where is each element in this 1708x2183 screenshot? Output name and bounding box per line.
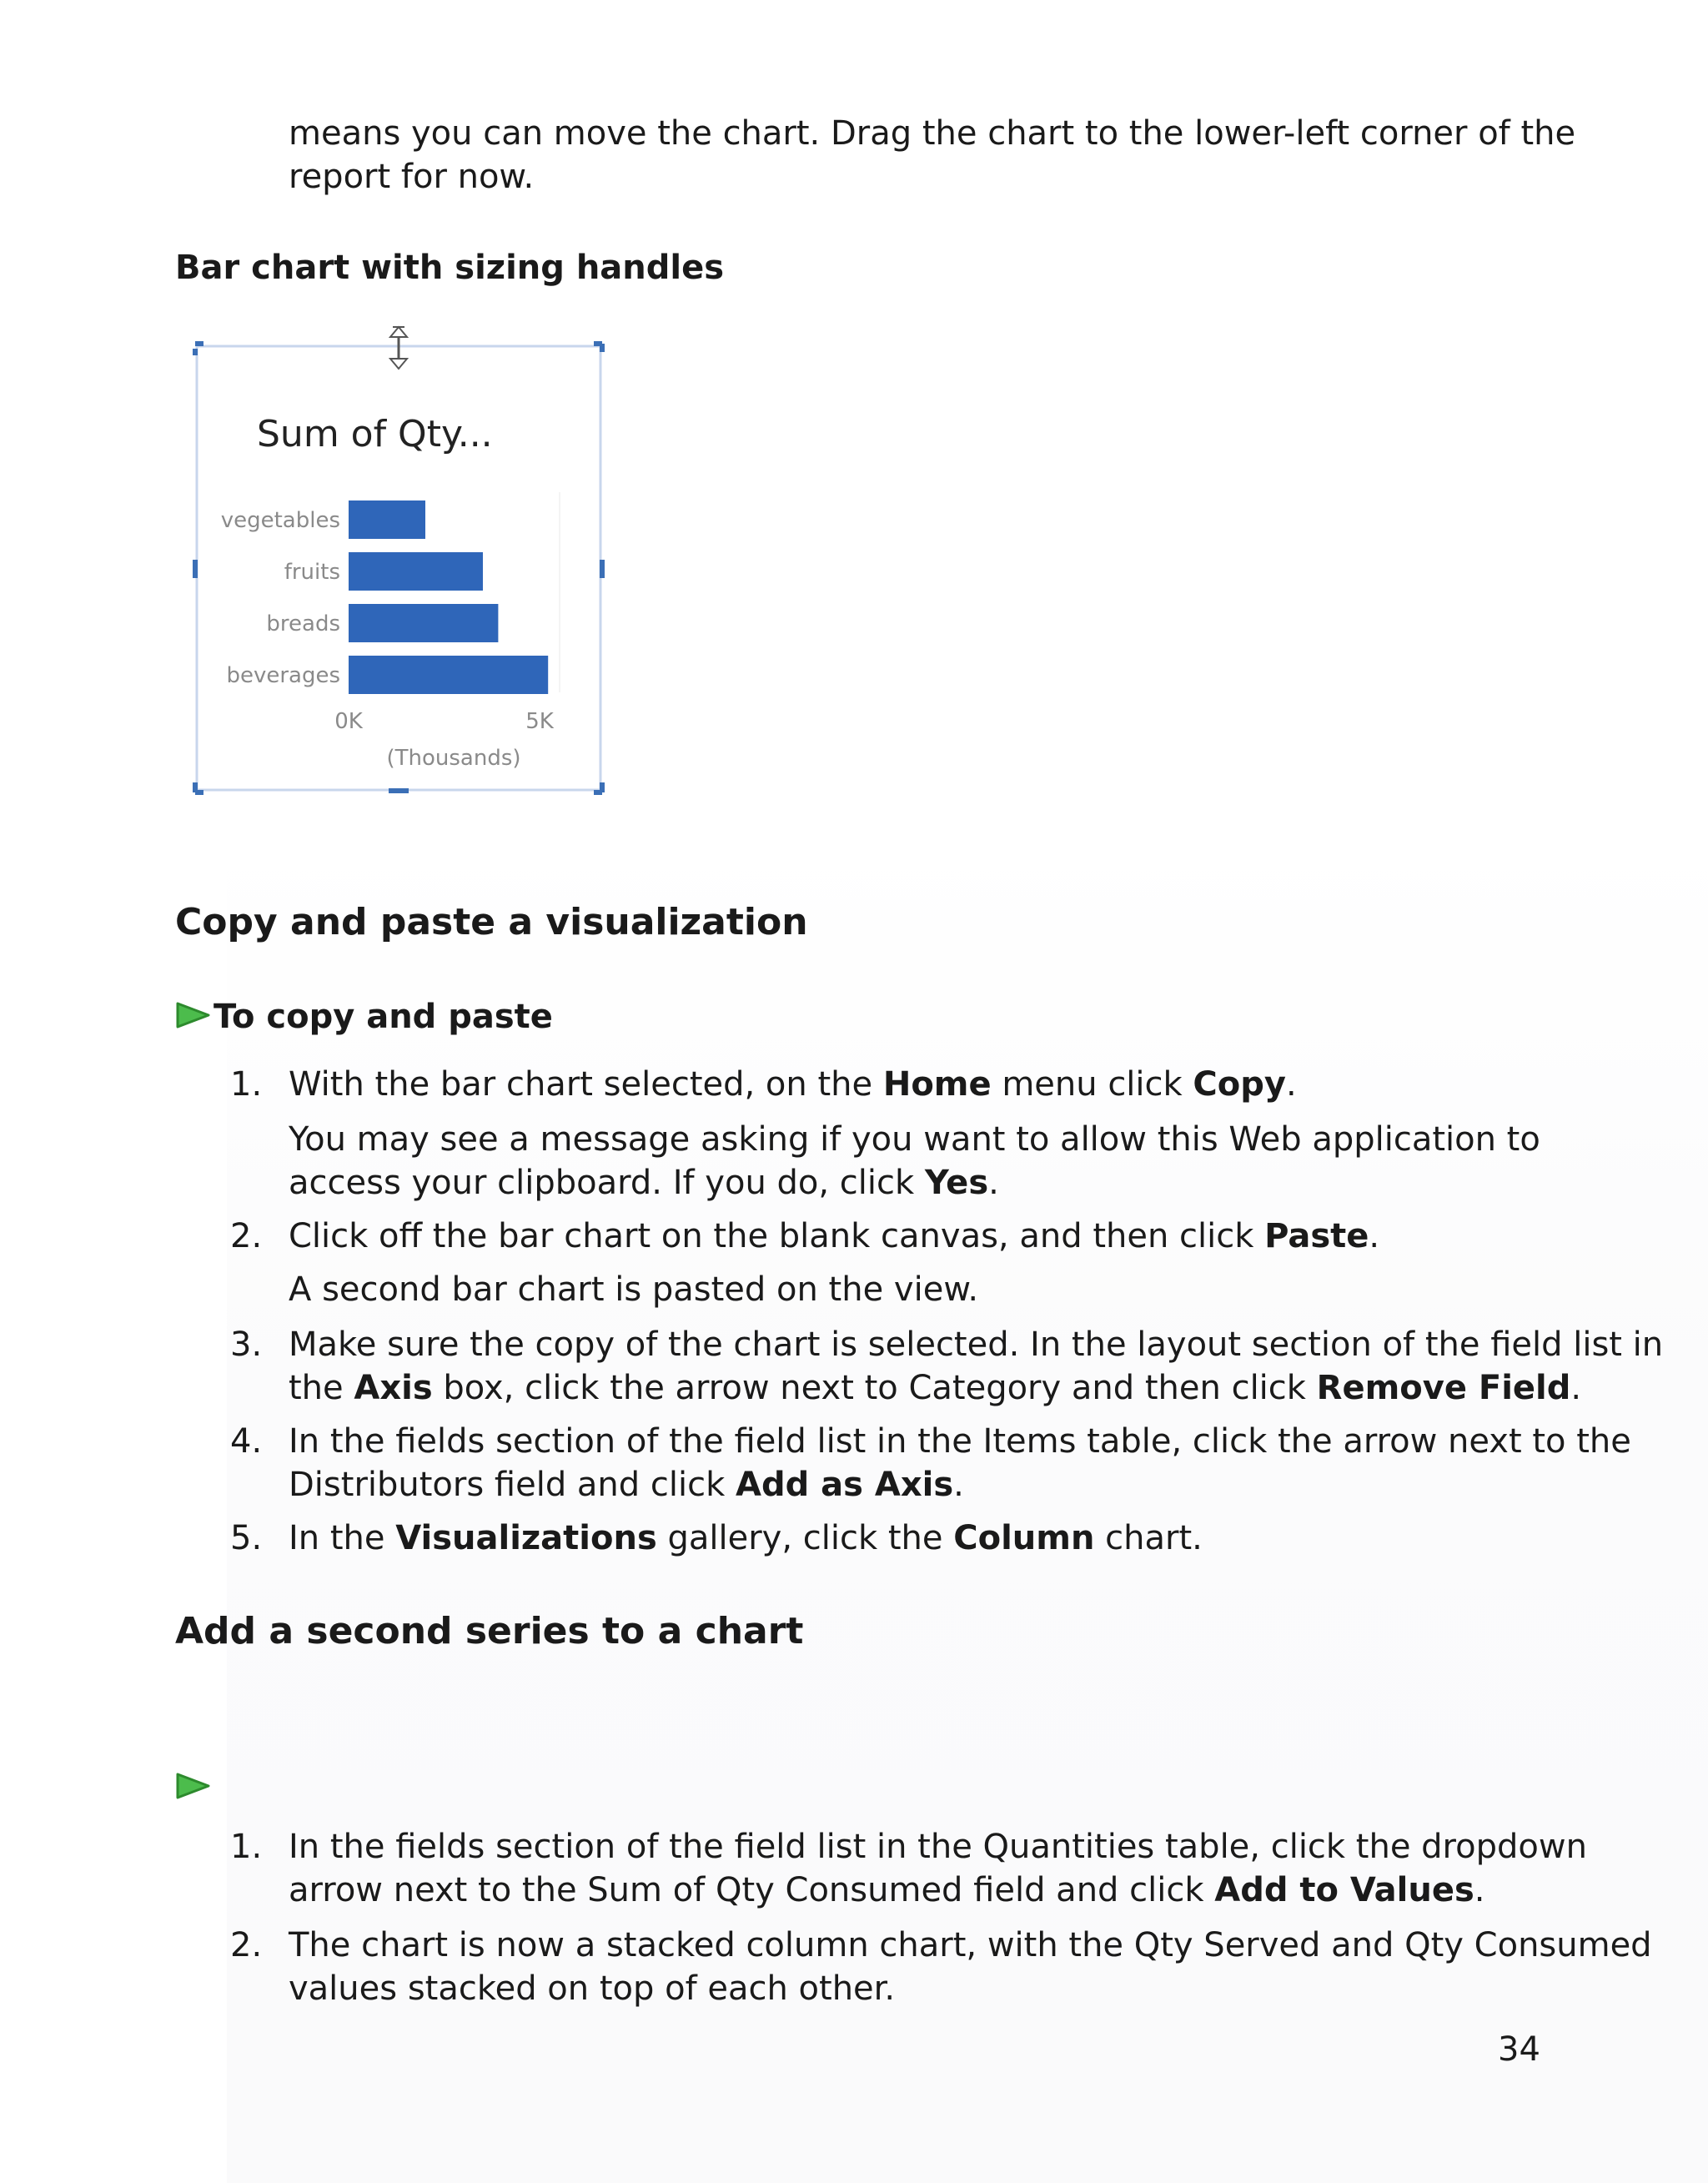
- step-3-line-1: Make sure the copy of the chart is selected. In the layout section of the field list in: [289, 1325, 1664, 1364]
- x-tick-label: 5K: [525, 709, 554, 734]
- category-label-vegetables: vegetables: [220, 508, 340, 533]
- ui-term-visualizations: Visualizations: [395, 1519, 657, 1557]
- ui-term-axis: Axis: [354, 1369, 433, 1407]
- step-number: 1.: [230, 1065, 263, 1104]
- series-step-1-line-2: arrow next to the Sum of Qty Consumed field and click Add to Values.: [289, 1871, 1485, 1909]
- step-2-note: A second bar chart is pasted on the view.: [289, 1270, 979, 1309]
- step-3-line-2: the Axis box, click the arrow next to Category and then click Remove Field.: [289, 1369, 1582, 1407]
- side-handle-bottom[interactable]: [389, 788, 409, 793]
- bars-group: [349, 500, 548, 694]
- step-4-line-1: In the fields section of the field list in the Items table, click the arrow next to the: [289, 1422, 1631, 1461]
- ui-term-yes: Yes: [924, 1164, 989, 1202]
- side-handle-right[interactable]: [600, 560, 605, 578]
- ui-term-home: Home: [882, 1065, 992, 1104]
- ui-term-column: Column: [953, 1519, 1095, 1557]
- series-step-2-line-2: values stacked on top of each other.: [289, 1969, 896, 2008]
- page-number: 34: [1498, 2030, 1540, 2069]
- series-step-1-line-1: In the fields section of the field list in the Quantities table, click the dropdown: [289, 1828, 1587, 1866]
- bar-fruits: [349, 552, 483, 591]
- step-1-note-line-2: access your clipboard. If you do, click Yes.: [289, 1164, 999, 1202]
- corner-handle-top-left[interactable]: [195, 344, 203, 355]
- section-title-copy-paste: Copy and paste a visualization: [175, 901, 808, 943]
- x-tick-labels: [334, 709, 555, 734]
- step-2-text: Click off the bar chart on the blank canvas, and then click Paste.: [289, 1217, 1380, 1255]
- ui-term-add-as-axis: Add as Axis: [735, 1466, 954, 1504]
- step-number: 5.: [230, 1519, 263, 1557]
- chart-title: Sum of Qty...: [257, 413, 493, 455]
- bar-vegetables: [349, 500, 425, 539]
- category-label-beverages: beverages: [226, 663, 340, 688]
- step-number: 2.: [230, 1926, 263, 1964]
- ui-term-copy: Copy: [1193, 1065, 1286, 1104]
- step-number: 3.: [230, 1325, 263, 1364]
- x-tick-label: 0K: [334, 709, 363, 734]
- bar-chart: [192, 325, 609, 801]
- x-axis-label: (Thousands): [386, 746, 521, 771]
- intro-line-1: means you can move the chart. Drag the chart to the lower-left corner of the: [289, 114, 1576, 153]
- procedure-title-copy-paste: To copy and paste: [214, 998, 553, 1036]
- bar-chart-figure: [192, 325, 609, 801]
- side-handle-left[interactable]: [193, 560, 198, 578]
- ui-term-add-to-values: Add to Values: [1214, 1871, 1474, 1909]
- step-1-note-line-1: You may see a message asking if you want to allow this Web application to: [289, 1120, 1540, 1159]
- procedure-flag-icon: [175, 1772, 212, 1800]
- step-number: 4.: [230, 1422, 263, 1461]
- step-1-text: With the bar chart selected, on the Home menu click Copy.: [289, 1065, 1297, 1104]
- bar-beverages: [349, 656, 548, 694]
- step-number: 2.: [230, 1217, 263, 1255]
- series-step-2-line-1: The chart is now a stacked column chart, with the Qty Served and Qty Consumed: [289, 1926, 1652, 1964]
- category-label-breads: breads: [266, 611, 340, 636]
- figure-caption: Bar chart with sizing handles: [175, 249, 725, 287]
- ui-term-paste: Paste: [1264, 1217, 1369, 1255]
- corner-handle-bottom-right[interactable]: [594, 782, 602, 792]
- intro-line-2: report for now.: [289, 158, 535, 196]
- step-4-line-2: Distributors field and click Add as Axis.: [289, 1466, 964, 1504]
- section-title-second-series: Add a second series to a chart: [175, 1610, 804, 1652]
- bar-breads: [349, 604, 498, 642]
- procedure-flag-icon: [175, 1001, 212, 1029]
- step-number: 1.: [230, 1828, 263, 1866]
- category-labels: [221, 508, 340, 688]
- ui-term-remove-field: Remove Field: [1316, 1369, 1571, 1407]
- category-label-fruits: fruits: [284, 560, 340, 585]
- corner-handle-top-right[interactable]: [594, 344, 602, 352]
- resize-cursor-icon: [390, 327, 407, 369]
- corner-handle-bottom-left[interactable]: [195, 782, 203, 792]
- step-5-text: In the Visualizations gallery, click the Column chart.: [289, 1519, 1203, 1557]
